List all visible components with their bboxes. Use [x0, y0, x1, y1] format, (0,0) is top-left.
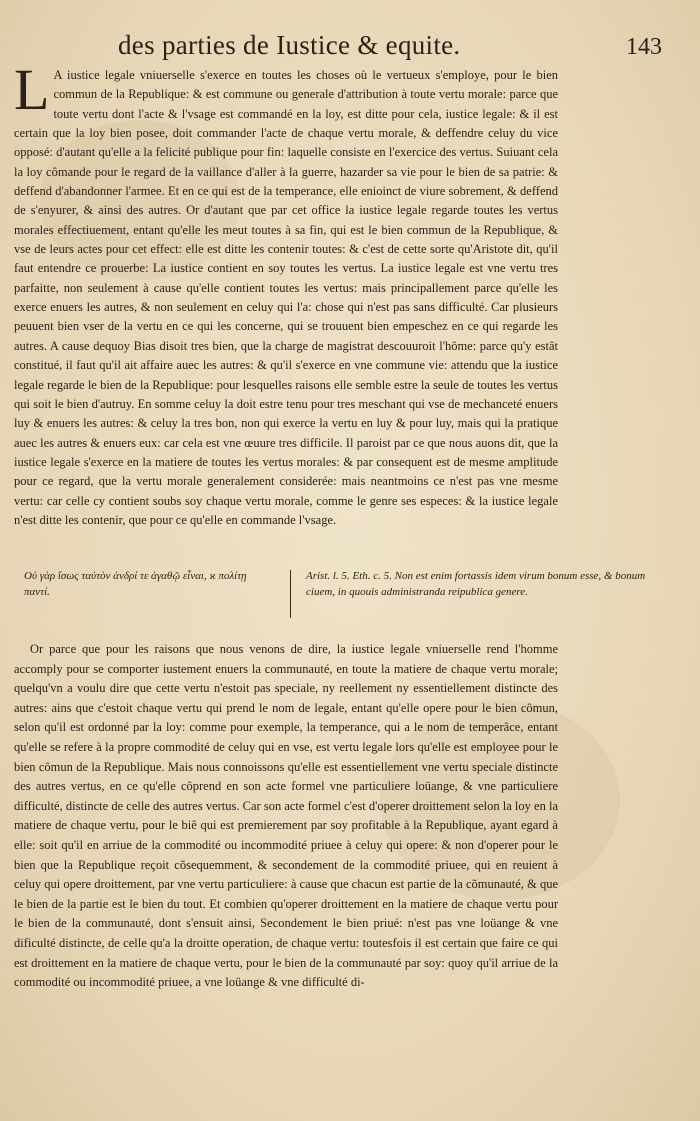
page-number: 143 [626, 34, 662, 60]
paragraph-text: Or parce que pour les raisons que nous venons de dire, la iustice legale vniuerselle rend l'homme accomply pour se comporter iustement enuers la communauté, en toute la matiere de chaque vertu morale; quelqu'vn a voulu dire que cette vertu n'estoit pas speciale, ny reellement ny essentiellement distincte des autres: ains que c'estoit chaque vertu qui prend le nom de legale, entant qu'elle opere pour le bien cômun, selon qu'il est ordonné par la loy: comme pour exemple, la temperance, qui a le nom de temperâce, entant qu'elle se refere à la propre commodité de celuy qui en vse, est vertu legale lors qu'elle est employee pour le bien cômun de la Republique. Mais nous connoissons qu'elle est essentiellement vne vertu speciale distincte des autres vertus, en ce qu'elle côprend en son acte formel vne particuliere loüange, & vne particuliere difficulté, distincte de celle des autres vertus. Car son acte formel c'est d'operer droittement selon la loy en la matiere de chaque vertu, pour le biê qui est premierement par soy profitable à la Republique, ayant egard à elle: soit qu'il en arriue de la commodité ou incommodité priuee à celuy qui opere: & non d'operer pour le bien que la Republique reçoit cõsequemment, & secondement de la commodité priuee, qui en reuient à celuy qui opere droittement, par vne vertu particuliere: à cause que chacun est partie de la cõmunauté, & que le bien de la partie est le bien du tout. Et combien qu'operer droittement en la matiere de chaque vertu pour le bien de la communauté, dont s'ensuit ainsi, Secondement le bien priué: n'est pas vne loüange & vne dificulté distincte, de celle qu'a la droitte operation, de chaque vertu: toutesfois il est certain que faire ce qui est droittement en la matiere de chaque vertu, pour le bien de la communauté par soy: quoy qu'il arriue de la commodité ou incommodité priuee, a vne loüange & vne difficulté di- [14, 642, 558, 990]
latin-citation: Arist. l. 5. Eth. c. 5. Non est enim fortassis idem virum bonum esse, & bonum ciuem, in quouis administranda reipublica genere. [306, 570, 646, 598]
paragraph [14, 57, 558, 530]
page-header [90, 30, 662, 70]
main-text-block [14, 57, 558, 530]
second-text-block [14, 640, 558, 993]
citation-notes [24, 568, 670, 620]
note-divider [290, 570, 291, 618]
running-head: des parties de Iustice & equite. [118, 30, 461, 60]
greek-citation: Οὐ γὰρ ἴσως ταὐτὸν ἀνδρί τε ἀγαθῷ εἶναι, ϰ πολίτῃ παντί. [24, 570, 247, 598]
drop-capital: L [14, 57, 50, 122]
paragraph-text: A iustice legale vniuerselle s'exerce en toutes les choses où le vertueux s'employe, pour le bien commun de la Republique: & est commune ou generale d'attribution à toute vertu morale: parce que toute vertu dont l'acte & l'vsage est commandé en la loy, est ditte pour cela, iustice legale: & il est certain que la loy bien posee, doit commander l'acte de chaque vertu morale, & deffendre celuy du vice opposé: d'autant qu'elle a la felicité publique pour fin: laquelle consiste en l'exercice des vertus. Suiuant cela la loy cômande pour le regard de la vaillance d'aller à la guerre, hazarder sa vie pour le bien de sa patrie: & deffend d'abandonner l'armee. Et en ce qui est de la temperance, elle enioinct de viure sobrement, & deffend de s'enyurer, & ainsi des autres. Or d'autant que par cet office la iustice legale regarde toutes les vertus morales effectiuement, entant qu'elle les meut toutes à sa fin, qui est le bien commun de la Republique, & vse de leurs actes pour cet effect: elle est ditte les contenir toutes: & c'est de cette sorte qu'Aristote dit, qu'il faut entendre ce prouerbe: La iustice contient en soy toutes les vertus. La iustice legale est vne vertu tres parfaitte, non seulement à cause qu'elle contient toutes les vertus: mais principallement parce qu'elle les exerce enuers les autres, & non seulement en celuy qui l'a: chose qui n'est pas sans difficulté. Car plusieurs peuuent bien vser de la vertu en ce qui les concerne, qui se trouuent bien empeschez en ce qui regarde les autres. A cause dequoy Bias disoit tres bien, que la charge de magistrat descouuroit l'hôme: parce qu'y estât constitué, il faut qu'il ait affaire auec les autres: & qu'il s'exerce en vne commune vie: attendu que la iustice legale regarde le bien de la Republique: pour lesquelles raisons elle semble estre la seule de toutes les vertus qui soit le bien d'autruy. En somme celuy la doit estre tenu pour tres meschant qui vse de mechanceté enuers luy & enuers les autres: & celuy la tres bon, non qui exerce la vertu en luy & pour luy, mais qui la pratique auec les autres & enuers eux: car cela est vne œuure tres difficile. Il paroist par ce que nous auons dit, que la iustice legale s'exerce en la matiere de toutes les vertus morales: & par consequent est de mesme amplitude pour ce regard, que la vertu morale generalement considerée: mais neantmoins ce n'est pas vne mesme vertu: car celle cy contient soubs soy chaque vertu morale, comme le genre ses especes: & la iustice legale n'est ditte les contenir, que pour ce qu'elle en commande l'vsage. [14, 68, 558, 527]
